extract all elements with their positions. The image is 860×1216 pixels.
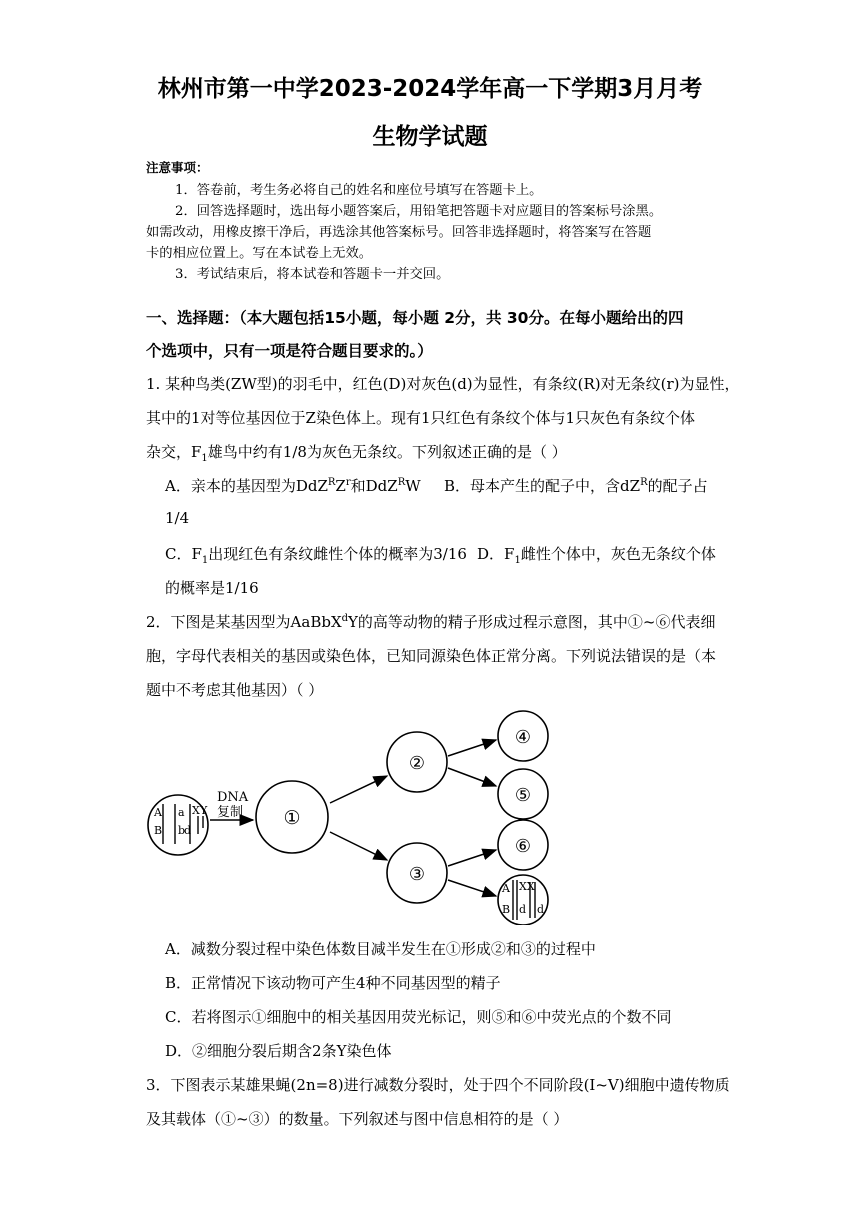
q1-option-a[interactable]: A．亲本的基因型为$DdZ^RZ^r$和DdZ$^R$W — [165, 477, 421, 495]
q1-stem-line-1: 1. 某种鸟类(ZW型)的羽毛中，红色(D)对灰色(d)为显性，有条纹(R)对无条纹(r)为显性， — [146, 375, 740, 393]
q1-option-c[interactable]: C．$F_1$出现红色有条纹雌性个体的概率为3/16 — [165, 545, 467, 566]
svg-text:B: B — [154, 824, 163, 837]
arrow-2-to-4 — [448, 740, 496, 756]
section-heading-line-1: 一、选择题：（本大题包括15小题，每小题 2分，共 30分。在每小题给出的四 — [146, 309, 684, 327]
start-cell-genes — [153, 804, 208, 837]
arrow-label-dna: DNA — [217, 790, 249, 805]
page-subtitle: 生物学试题 — [372, 124, 488, 150]
q1-stem-line-2: 其中的1对等位基因位于Z染色体上。现有1只红色有条纹个体与1只灰色有条纹个体 — [146, 409, 696, 427]
q3-stem-line-1: 3．下图表示某雄果蝇(2n=8)进行减数分裂时，处于四个不同阶段(I~V)细胞中遗传物质 — [146, 1076, 730, 1094]
q2-option-b[interactable]: B．正常情况下该动物可产生4种不同基因型的精子 — [165, 974, 501, 992]
cell-3-label: ③ — [408, 864, 426, 885]
q1-option-d-line-2: 的概率是1/16 — [165, 579, 259, 597]
arrow-3-to-end — [448, 880, 496, 896]
svg-text:B: B — [502, 903, 511, 916]
svg-text:b: b — [178, 824, 186, 837]
q2-option-d[interactable]: D．②细胞分裂后期含2条Y染色体 — [165, 1042, 392, 1060]
svg-text:A: A — [154, 806, 162, 819]
svg-text:d: d — [184, 824, 192, 837]
q2-stem-line-1: 2．下图是某基因型为AaBbX$^d$Y的高等动物的精子形成过程示意图，其中①~⑥代表细 — [146, 613, 716, 631]
section-heading-line-2: 个选项中，只有一项是符合题目要求的。） — [146, 342, 433, 360]
arrow-1-to-3 — [330, 832, 387, 860]
cell-2-label: ② — [408, 753, 426, 774]
svg-text:X: X — [192, 804, 200, 817]
cell-4-label: ④ — [514, 727, 532, 748]
arrow-2-to-5 — [448, 768, 496, 786]
q1-option-b-line-2: 1/4 — [165, 509, 190, 527]
notice-item-1: 1．答卷前，考生务必将自己的姓名和座位号填写在答题卡上。 — [175, 183, 543, 198]
arrow-3-to-6 — [448, 850, 496, 866]
notice-item-3: 3．考试结束后，将本试卷和答题卡一并交回。 — [175, 267, 450, 282]
end-cell-genes — [501, 880, 544, 916]
arrow-label-replication: 复制 — [217, 805, 244, 820]
q2-option-a[interactable]: A．减数分裂过程中染色体数目减半发生在①形成②和③的过程中 — [165, 940, 596, 958]
svg-text:XX: XX — [519, 880, 535, 893]
cell-1-label: ① — [283, 807, 301, 829]
q2-option-c[interactable]: C．若将图示①细胞中的相关基因用荧光标记，则⑤和⑥中荧光点的个数不同 — [165, 1008, 672, 1026]
svg-text:d: d — [537, 903, 545, 916]
notice-heading: 注意事项： — [146, 160, 209, 175]
q3-stem-line-2: 及其载体（①~③）的数量。下列叙述与图中信息相符的是（ ） — [146, 1110, 569, 1128]
notice-item-2-line-3: 卡的相应位置上。写在本试卷上无效。 — [146, 246, 373, 261]
arrow-1-to-2 — [330, 776, 387, 803]
svg-text:Y: Y — [200, 804, 208, 817]
notice-item-2-line-1: 2．回答选择题时，选出每小题答案后，用铅笔把答题卡对应题目的答案标号涂黑。 — [175, 204, 663, 219]
q1-stem-line-3: 杂交，$F_1$雄鸟中约有1/8为灰色无条纹。下列叙述正确的是（ ） — [146, 443, 567, 464]
q1-option-b[interactable]: B．母本产生的配子中，含$dZ^R$的配子占 — [444, 477, 708, 495]
q2-stem-line-2: 胞，字母代表相关的基因或染色体，已知同源染色体正常分离。下列说法错误的是（本 — [146, 647, 717, 665]
svg-text:a: a — [178, 806, 185, 819]
cell-6-label: ⑥ — [514, 836, 532, 857]
svg-text:d: d — [519, 903, 527, 916]
svg-text:A: A — [502, 882, 510, 895]
cell-5-label: ⑤ — [514, 785, 532, 806]
notice-item-2-line-2: 如需改动，用橡皮擦干净后，再选涂其他答案标号。回答非选择题时，将答案写在答题 — [146, 225, 652, 240]
q2-stem-line-3: 题中不考虑其他基因）（ ） — [146, 681, 324, 699]
q1-option-d[interactable]: D．$F_1$雌性个体中，灰色无条纹个体 — [477, 545, 716, 566]
meiosis-diagram — [140, 700, 560, 925]
page-title: 林州市第一中学2023-2024学年高一下学期3月月考 — [157, 76, 703, 102]
